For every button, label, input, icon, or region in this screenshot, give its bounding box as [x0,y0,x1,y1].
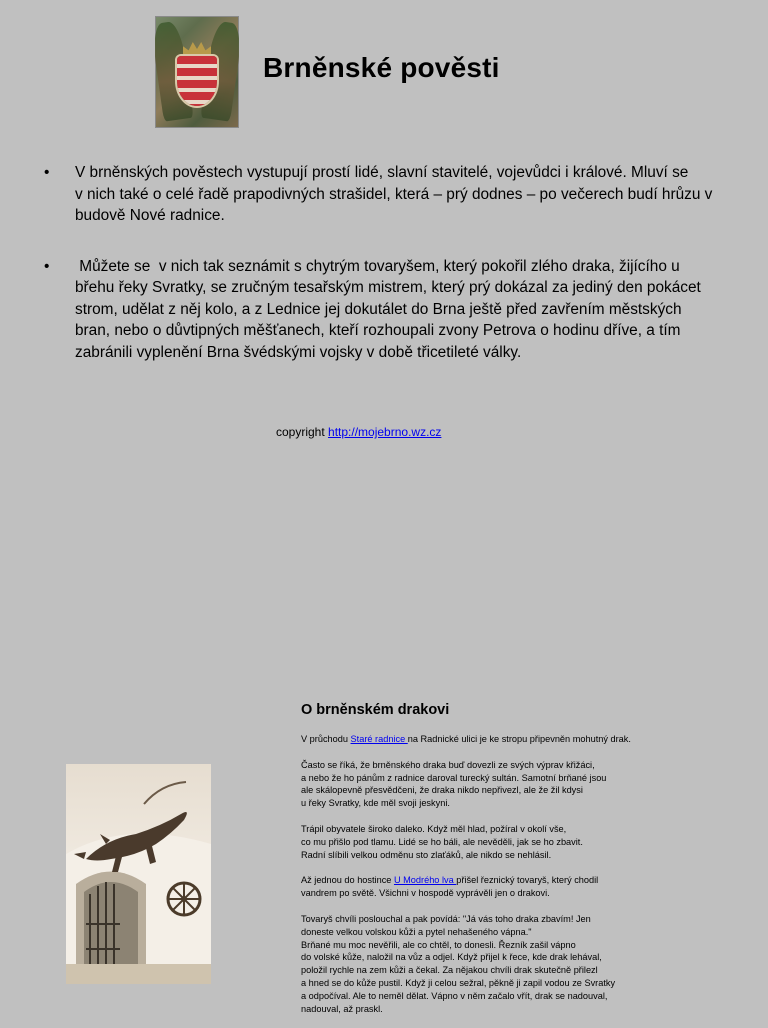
story-line: Tovaryš chvíli poslouchal a pak povídá: "Já vás toho draka zbavím! Jen [301,913,591,924]
story-line: Často se říká, že brněnského draka buď dovezli ze svých výprav křižáci, [301,759,595,770]
bullet-line: zabránili vyplenění Brna švédskými vojsky v době třicetileté války. [75,343,522,361]
bullet-marker: • [44,164,50,181]
story-line: ale skálopevně přesvědčeni, že draka nikdo nepřivezl, ale že žil kdysi [301,785,583,796]
dragon-photo [66,764,211,984]
story-text [301,733,681,1028]
copyright-label: copyright [276,425,329,439]
story-line: co mu přišlo pod tlamu. Lidé se ho báli, ale nevěděli, jak se ho zbavit. [301,836,583,847]
bullet-line: břehu řeky Svratky, se zručným tesařským mistrem, který prý dokázal za jediný den pokácet [75,279,701,296]
story-line: a hned se do kůže pustil. Když ji celou sežral, pěkně ji zapil vodou ze Svratky [301,977,616,988]
story-text-run: V průchodu [301,734,351,744]
story-line: položil rychle na zem kůži a čekal. Za nějakou chvíli drak skutečně přilezl [301,965,598,976]
story-line: do volské kůže, naložil na vůz a odjel. Když přijel k řece, kde drak lehával, [301,952,602,963]
page-title: Brněnské pověsti [263,52,500,83]
copyright-link[interactable]: http://mojebrno.wz.cz [328,425,442,439]
stara-radnice-link[interactable]: Staré radnice [350,734,408,744]
bullet-marker: • [44,257,50,275]
story-text-run: na Radnické ulici je ke stropu připevněn mohutný drak. [407,734,631,744]
u-modreho-lva-link[interactable]: U Modrého lva [393,875,457,886]
story-text-run: přišel řeznický tovaryš, který chodil [456,875,599,886]
story-paragraph-2 [301,759,681,810]
story-line: Brňané mu moc nevěřili, ale co chtěl, to donesli. Řezník zašil vápno [301,939,576,950]
bullet-line: Můžete se v nich tak seznámit s chytrým tovaryšem, který pokořil zlého draka, žijícího u [75,257,680,275]
story-paragraph-3 [301,823,681,861]
bullet-line: bran, nebo o důvtipných měšťanech, kteří rozhoupali zvony Petrova o hodinu dříve, a tím [75,322,681,339]
story-paragraph-4 [301,874,681,900]
story-line: vandrem po světě. Všichni v hospodě vyprávěli jen o drakovi. [301,888,550,899]
bullet-item-1 [40,162,730,227]
copyright-note [276,425,441,439]
coat-of-arms-image [155,16,239,128]
bullet-item-2 [40,256,730,364]
bullet-line: budově Nové radnice. [75,207,225,224]
story-line: u řeky Svratky, kde měl svoji jeskyni. [301,798,450,809]
story-paragraph-1 [301,733,681,746]
story-line: a odpočíval. Ale to neměl dělat. Vápno v něm začalo vřít, drak se nadouval, [301,990,608,1001]
story-line: nadouval, až praskl. [301,1003,383,1014]
story-title: O brněnském drakovi [301,702,450,718]
story-line: Radní slíbili velkou odměnu sto zlaťáků, ale nikdo se nehlásil. [301,849,552,860]
bullet-list [40,162,730,363]
story-paragraph-5 [301,913,681,1015]
bullet-line: V brněnských pověstech vystupují prostí lidé, slavní stavitelé, vojevůdci i králové. Mluví se [75,164,689,181]
story-line: a nebo že ho pánům z radnice daroval turecký sultán. Samotní brňané jsou [301,772,607,783]
story-line: Trápil obyvatele široko daleko. Když měl hlad, požíral v okolí vše, [301,823,567,834]
story-line: doneste velkou volskou kůži a pytel nehašeného vápna." [301,926,532,937]
story-text-run: Až jednou do hostince [301,875,394,886]
bullet-line: v nich také o celé řadě prapodivných strašidel, která – prý dodnes – po večerech budí hrůzu v [75,185,713,203]
bullet-line: strom, udělat z něj kolo, a z Lednice jej dokutálet do Brna ještě před zavřením městských [75,300,682,318]
